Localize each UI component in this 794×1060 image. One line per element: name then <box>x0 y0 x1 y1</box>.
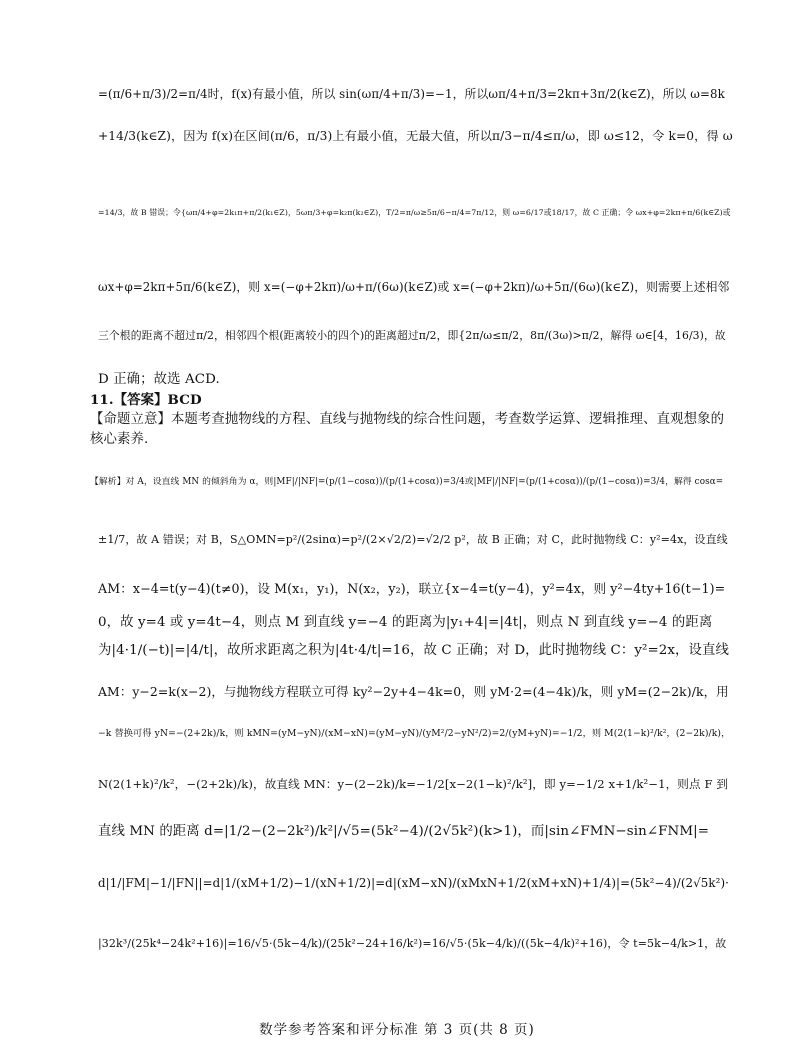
text-line: 三个根的距离不超过π/2，相邻四个根(距离较小的四个)的距离超过π/2，即{2π/ω≤π/2，8π/(3ω)>π/2，解得 ω∈[4，16/3)，故 <box>98 329 726 342</box>
text-line: d|1/|FM|−1/|FN||=d|1/(xM+1/2)−1/(xN+1/2)|=d|(xM−xN)/(xMxN+1/2(xM+xN)+1/4)|=(5k²−4)/(2√5k²)· <box>98 876 730 890</box>
text-line: ωx+φ=2kπ+5π/6(k∈Z)，则 x=(−φ+2kπ)/ω+π/(6ω)(k∈Z)或 x=(−φ+2kπ)/ω+5π/(6ω)(k∈Z)，则需要上述相邻 <box>98 280 730 294</box>
text-line: AM：y−2=k(x−2)，与抛物线方程联立可得 ky²−2y+4−4k=0，则 yM·2=(4−4k)/k，则 yM=(2−2k)/k，用 <box>98 684 729 699</box>
text-line: 为|4·1/(−t)|=|4/t|，故所求距离之积为|4t·4/t|=16，故 C 正确；对 D，此时抛物线 C：y²=2x，设直线 <box>98 643 730 658</box>
text-line: 【解析】对 A，设直线 MN 的倾斜角为 α，则|MF|/|NF|=(p/(1−cosα))/(p/(1+cosα))=3/4或|MF|/|NF|=(p/(1+cosα))/(p/(1−cosα))=3/4，解得 cosα= <box>90 477 724 487</box>
text-line: N(2(1+k)²/k²，−(2+2k)/k)，故直线 MN：y−(2−2k)/k=−1/2[x−2(1−k)²/k²]，即 y=−1/2 x+1/k²−1，则点 F 到 <box>98 777 729 791</box>
text-line: =(π/6+π/3)/2=π/4时，f(x)有最小值，所以 sin(ωπ/4+π/3)=−1，所以ωπ/4+π/3=2kπ+3π/2(k∈Z)，所以 ω=8k <box>98 87 725 101</box>
text-line: D 正确；故选 ACD. <box>98 372 220 387</box>
text-line: ±1/7，故 A 错误；对 B，S△OMN=p²/(2sinα)=p²/(2×√2/2)=√2/2 p²，故 B 正确；对 C，此时抛物线 C：y²=4x，设直线 <box>98 533 728 546</box>
page-footer: 数学参考答案和评分标准 第 3 页(共 8 页) <box>259 1022 535 1038</box>
text-line: 0，故 y=4 或 y=4t−4，则点 M 到直线 y=−4 的距离为|y₁+4|=|4t|，则点 N 到直线 y=−4 的距离 <box>98 615 713 630</box>
text-line: =14/3，故 B 错误；令{ωπ/4+φ=2k₁π+π/2(k₁∈Z)，5ωπ/3+φ=k₂π(k₂∈Z)，T/2=π/ω≥5π/6−π/4=7π/12，则 ω=6/17或18/17，故 C 正确；令 ωx+φ=2kπ+π/6(k∈Z)或 <box>98 208 731 217</box>
answer-heading: 11.【答案】BCD <box>90 392 202 408</box>
text-line: 核心素养. <box>90 432 149 447</box>
text-line: AM：x−4=t(y−4)(t≠0)，设 M(x₁，y₁)，N(x₂，y₂)，联立{x−4=t(y−4)，y²=4x，则 y²−4ty+16(t−1)= <box>98 581 726 596</box>
text-line: 直线 MN 的距离 d=|1/2−(2−2k²)/k²|/√5=(5k²−4)/(2√5k²)(k>1)，而|sin∠FMN−sin∠FNM|= <box>98 824 710 839</box>
text-line: −k 替换可得 yN=−(2+2k)/k，则 kMN=(yM−yN)/(xM−xN)=(yM−yN)/(yM²/2−yN²/2)=2/(yM+yN)=−1/2，则 M(2(1−k)²/k²，(2−2k)/k)， <box>98 728 731 739</box>
text-line: 【命题立意】本题考查抛物线的方程、直线与抛物线的综合性问题，考查数学运算、逻辑推理、直观想象的 <box>90 412 725 427</box>
text-line: |32k³/(25k⁴−24k²+16)|=16/√5·(5k−4/k)/(25k²−24+16/k²)=16/√5·(5k−4/k)/((5k−4/k)²+16)，令 t=5k−4/k>1，故 <box>98 937 727 950</box>
text-line: +14/3(k∈Z)，因为 f(x)在区间(π/6，π/3)上有最小值，无最大值，所以π/3−π/4≤π/ω，即 ω≤12，令 k=0，得 ω <box>98 129 733 143</box>
